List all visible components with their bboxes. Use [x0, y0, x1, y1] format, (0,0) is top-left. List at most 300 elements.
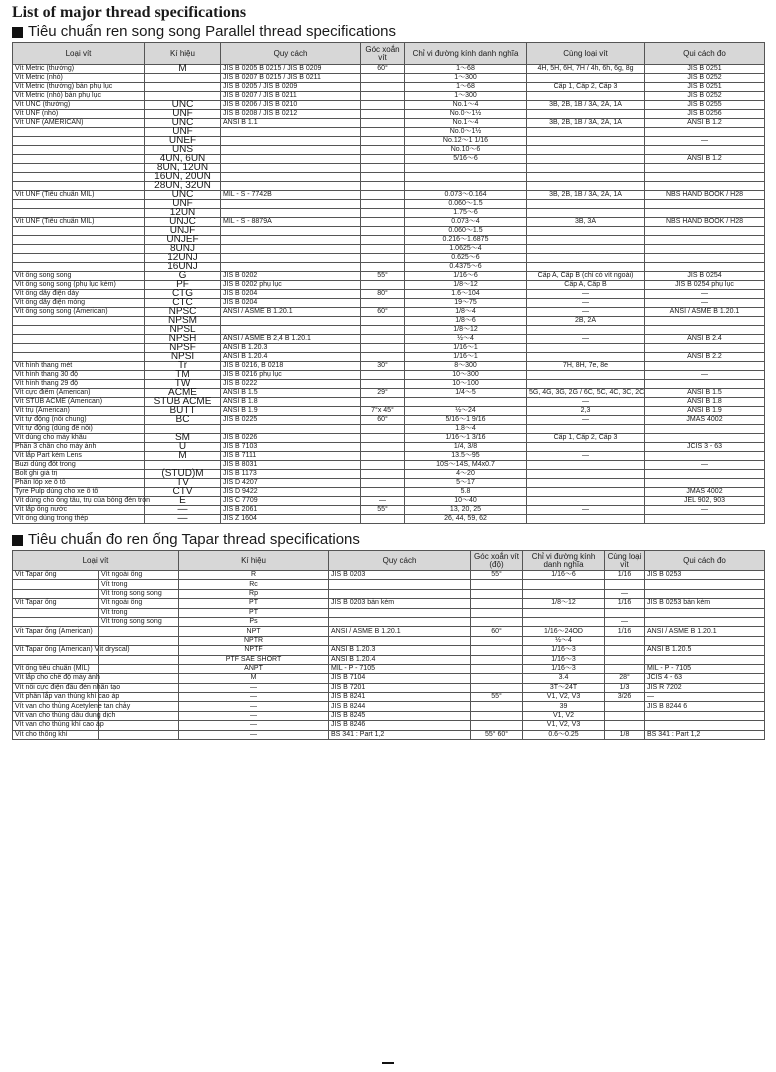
table-row [13, 711, 765, 720]
table-cell [361, 227, 405, 236]
table-cell: BS 341 : Part 1,2 [645, 730, 765, 739]
table-row [13, 443, 765, 452]
table-cell: M [145, 65, 221, 74]
table-cell: Vít trụ (American) [13, 407, 145, 416]
table-cell [361, 488, 405, 497]
table-row [13, 281, 765, 290]
table-cell [527, 245, 645, 254]
table-cell: 3/26 [605, 693, 645, 702]
table-cell: Vít phần lắp van thùng khí cao áp [13, 693, 99, 702]
table-row [13, 497, 765, 506]
table-cell: Vít nối cực điện đầu đèn nhân tạo [13, 683, 99, 692]
table-cell: JIS B 0225 [221, 416, 361, 425]
table-cell: TV [145, 479, 221, 488]
column-header: Kí hiệu [145, 43, 221, 65]
table-cell: G [145, 272, 221, 281]
table-row [13, 299, 765, 308]
table-cell: ANSI B 1.20.4 [329, 655, 471, 664]
table-cell: 10～300 [405, 371, 527, 380]
table-cell [645, 655, 765, 664]
table-row [13, 461, 765, 470]
table-cell: JIS C 7709 [221, 497, 361, 506]
table-cell: 0.073～0.164 [405, 191, 527, 200]
table-cell: 1/16～3 [523, 664, 605, 673]
table-cell: Vít UNF (Tiêu chuẩn MIL) [13, 218, 145, 227]
table-cell: 3T～24T [523, 683, 605, 692]
table-cell: 1/4～5 [405, 389, 527, 398]
table-row [13, 119, 765, 128]
table-cell: 0.060～1.5 [405, 227, 527, 236]
table-cell [13, 137, 145, 146]
table-cell: ANSI / ASME B 1.20.1 [645, 308, 765, 317]
table-cell: 1/16 [605, 599, 645, 608]
table-cell: 1/16～6 [405, 272, 527, 281]
table-cell: NPTF [179, 646, 329, 655]
column-header: Kí hiệu [179, 551, 329, 571]
table-cell [361, 137, 405, 146]
table-cell: No.1～4 [405, 101, 527, 110]
column-header: Loại vít [13, 43, 145, 65]
table-cell [361, 425, 405, 434]
table-cell: V1, V2, V3 [523, 693, 605, 702]
table-cell [221, 209, 361, 218]
table-cell [13, 236, 145, 245]
table-cell: 60° [361, 65, 405, 74]
table-cell: Vít UNF (nhỏ) [13, 110, 145, 119]
table-cell [13, 335, 145, 344]
table-cell: JIS B 0216 phụ lục [221, 371, 361, 380]
table-cell: JIS B 7201 [329, 683, 471, 692]
table-cell [361, 371, 405, 380]
table-row [13, 380, 765, 389]
table-cell: MIL - S - 8879A [221, 218, 361, 227]
table-cell [361, 353, 405, 362]
table-cell: 0.6～0.25 [523, 730, 605, 739]
table-cell [221, 137, 361, 146]
table-cell: 1/8～12 [405, 326, 527, 335]
table-row [13, 702, 765, 711]
table-cell [471, 721, 523, 730]
table-row [13, 416, 765, 425]
table-cell [527, 425, 645, 434]
table-cell: 19～75 [405, 299, 527, 308]
table-cell [361, 443, 405, 452]
table-row [13, 200, 765, 209]
table-cell: Vít UNF (Tiêu chuẩn MIL) [13, 191, 145, 200]
table-cell [361, 245, 405, 254]
table-cell [99, 636, 179, 645]
table-cell: — [361, 497, 405, 506]
table-cell [361, 344, 405, 353]
table-cell [527, 515, 645, 524]
table-cell [645, 317, 765, 326]
table-cell [645, 344, 765, 353]
table-cell: NPTR [179, 636, 329, 645]
page-title: List of major thread specifications [12, 4, 247, 21]
table-cell [329, 608, 471, 617]
table-cell: 10～100 [405, 380, 527, 389]
table-cell [405, 398, 527, 407]
table-cell: Cấp A, Cấp B [527, 281, 645, 290]
table-cell: — [527, 506, 645, 515]
table-row [13, 218, 765, 227]
table-cell: 8～300 [405, 362, 527, 371]
table-row [13, 515, 765, 524]
table-cell: Tyre Pulp dùng cho xe ô tô [13, 488, 145, 497]
table-cell [645, 515, 765, 524]
table-cell [405, 173, 527, 182]
table-cell: Vít trong [99, 580, 179, 589]
table-cell: JIS B 0205 / JIS B 0209 [221, 83, 361, 92]
table-cell: UNC [145, 191, 221, 200]
table-cell [13, 164, 145, 173]
tapar-thread-table [12, 550, 765, 740]
table-cell: Vít cực điểm (American) [13, 389, 145, 398]
table-cell [221, 128, 361, 137]
table-cell [13, 254, 145, 263]
table-cell: — [605, 589, 645, 598]
table-cell [645, 200, 765, 209]
table-row [13, 146, 765, 155]
table-row [13, 425, 765, 434]
table-cell: JIS B 8244 6 [645, 702, 765, 711]
table-cell: JIS B 2061 [221, 506, 361, 515]
table-cell [361, 326, 405, 335]
table-cell: UNF [145, 200, 221, 209]
table-cell [645, 479, 765, 488]
table-cell [13, 128, 145, 137]
table-cell [527, 470, 645, 479]
table-cell: JIS B 0251 [645, 83, 765, 92]
column-header: Qui cách đo [645, 551, 765, 571]
section-bullet-icon [12, 27, 23, 38]
table-cell: No.0～1½ [405, 110, 527, 119]
table-cell: — [179, 711, 329, 720]
table-cell: ANSI B 1.5 [645, 389, 765, 398]
table-cell [645, 128, 765, 137]
table-cell [361, 317, 405, 326]
table-cell [527, 488, 645, 497]
table-cell: 80° [361, 290, 405, 299]
table-cell: JMAS 4002 [645, 488, 765, 497]
table-cell: JCIS 3 - 63 [645, 443, 765, 452]
table-cell: JIS R 7202 [645, 683, 765, 692]
table-cell: Vít ống dây điện dày [13, 290, 145, 299]
table-cell [605, 711, 645, 720]
parallel-section-title [12, 22, 764, 42]
table-cell [329, 617, 471, 626]
table-cell: Vít Metric (thường) bản phụ lục [13, 83, 145, 92]
table-cell [329, 580, 471, 589]
table-row [13, 479, 765, 488]
table-cell: — [645, 693, 765, 702]
table-cell: 1.75～6 [405, 209, 527, 218]
table-cell: — [645, 299, 765, 308]
table-cell: CTG [145, 290, 221, 299]
table-cell: Vít hình thang 29 độ [13, 380, 145, 389]
table-cell [221, 227, 361, 236]
table-cell [645, 182, 765, 191]
table-cell: 28° [605, 674, 645, 683]
table-cell: JIS B 0207 / JIS B 0211 [221, 92, 361, 101]
table-cell: — [605, 617, 645, 626]
table-cell: Vít dùng cho ống tầu, trụ của bóng đèn tròn [13, 497, 145, 506]
table-cell: 1/16～3 [523, 655, 605, 664]
table-cell: JIS B 0203 bản kèm [329, 599, 471, 608]
parallel-thread-table [12, 42, 765, 524]
tapar-section-title [12, 530, 764, 550]
document-page [12, 4, 764, 740]
table-row [13, 627, 765, 636]
table-row [13, 101, 765, 110]
table-cell: JMAS 4002 [645, 416, 765, 425]
table-cell [645, 589, 765, 598]
table-cell [471, 655, 523, 664]
table-cell: Vít Tapar ống [13, 599, 99, 608]
table-cell: JIS B 0206 / JIS B 0210 [221, 101, 361, 110]
table-cell: Vít van cho thùng Acetylene tan chảy [13, 702, 99, 711]
table-row [13, 683, 765, 692]
table-cell: Phần 3 chân cho máy ảnh [13, 443, 145, 452]
table-cell: JIS B 0252 [645, 74, 765, 83]
table-cell: CTV [145, 488, 221, 497]
table-cell: U [145, 443, 221, 452]
table-cell [605, 646, 645, 655]
table-cell: 3.4 [523, 674, 605, 683]
table-cell [13, 173, 145, 182]
table-cell [221, 326, 361, 335]
table-cell: MIL - P - 7105 [329, 664, 471, 673]
table-cell [361, 263, 405, 272]
table-row [13, 173, 765, 182]
table-cell [605, 636, 645, 645]
table-cell: — [645, 506, 765, 515]
table-cell: 0.625～6 [405, 254, 527, 263]
table-cell [329, 636, 471, 645]
table-cell: — [527, 416, 645, 425]
table-cell: No.10～6 [405, 146, 527, 155]
table-cell [221, 155, 361, 164]
column-header: Cùng loại vít [527, 43, 645, 65]
tapar-table-body [13, 571, 765, 740]
table-row [13, 272, 765, 281]
table-cell: ANSI B 2.4 [645, 335, 765, 344]
table-cell: Vít lắp Part kèm Lens [13, 452, 145, 461]
table-cell: JIS B 0216, B 0218 [221, 362, 361, 371]
table-cell [361, 110, 405, 119]
column-header: Góc xoắn vít (độ) [471, 551, 523, 571]
table-cell: 1/8～12 [523, 599, 605, 608]
table-cell: ANSI B 1.2 [645, 119, 765, 128]
table-cell: Cấp 1, Cấp 2, Cấp 3 [527, 434, 645, 443]
table-cell: Vít Metric (nhỏ) [13, 74, 145, 83]
table-cell: UNJEF [145, 236, 221, 245]
table-cell: Vít ống song song [13, 272, 145, 281]
table-cell [645, 164, 765, 173]
table-cell: ANSI B 1.9 [645, 407, 765, 416]
table-row [13, 608, 765, 617]
table-cell [13, 608, 99, 617]
table-cell [471, 636, 523, 645]
table-cell [605, 721, 645, 730]
table-cell: UNJF [145, 227, 221, 236]
table-cell: — [527, 299, 645, 308]
table-cell: NPSI [145, 353, 221, 362]
parallel-header-row [13, 43, 765, 65]
table-cell: 13, 20, 25 [405, 506, 527, 515]
table-cell [405, 182, 527, 191]
table-cell: 5～17 [405, 479, 527, 488]
table-cell: JCIS 4 - 63 [645, 674, 765, 683]
table-row [13, 730, 765, 739]
table-cell: 60° [361, 308, 405, 317]
table-cell [361, 128, 405, 137]
table-cell: 1～68 [405, 83, 527, 92]
table-cell [471, 617, 523, 626]
table-row [13, 506, 765, 515]
table-cell: 1/16～1 [405, 344, 527, 353]
table-cell: — [179, 721, 329, 730]
table-cell: JIS B 0253 [645, 571, 765, 580]
table-cell: JEL 902, 903 [645, 497, 765, 506]
table-cell: Tr [145, 362, 221, 371]
table-cell [361, 209, 405, 218]
column-header: Chỉ vi đường kính danh nghĩa [405, 43, 527, 65]
table-cell [13, 317, 145, 326]
table-cell: 55° 60° [471, 730, 523, 739]
table-cell [527, 263, 645, 272]
table-cell: — [145, 506, 221, 515]
table-cell: JIS B 0254 phụ lục [645, 281, 765, 290]
table-cell: 12UN [145, 209, 221, 218]
table-cell: 1/16～1 [405, 353, 527, 362]
table-cell [527, 146, 645, 155]
table-cell: UNC [145, 101, 221, 110]
table-cell: M [179, 674, 329, 683]
table-cell: M [145, 452, 221, 461]
table-cell: 10～40 [405, 497, 527, 506]
table-cell: JIS B 8245 [329, 711, 471, 720]
table-cell [645, 254, 765, 263]
table-cell [527, 155, 645, 164]
table-cell [221, 182, 361, 191]
table-cell [13, 617, 99, 626]
table-row [13, 452, 765, 461]
table-cell: 2B, 2A [527, 317, 645, 326]
table-cell [13, 263, 145, 272]
table-cell: — [527, 398, 645, 407]
table-row [13, 646, 765, 655]
table-cell [361, 83, 405, 92]
table-cell: Vít trong [99, 608, 179, 617]
table-cell: ANSI B 1.20.4 [221, 353, 361, 362]
table-cell [221, 200, 361, 209]
table-cell: ANSI / ASME B 1.20.1 [645, 627, 765, 636]
table-cell: (STUD)M [145, 470, 221, 479]
table-cell: JIS B 0203 [329, 571, 471, 580]
table-row [13, 191, 765, 200]
table-row [13, 362, 765, 371]
table-cell: 1/3 [605, 683, 645, 692]
table-cell: 5/16～6 [405, 155, 527, 164]
table-cell [645, 617, 765, 626]
table-cell: R [179, 571, 329, 580]
table-cell [645, 362, 765, 371]
table-cell: 39 [523, 702, 605, 711]
table-row [13, 308, 765, 317]
table-cell [645, 326, 765, 335]
table-cell [527, 209, 645, 218]
table-row [13, 209, 765, 218]
table-cell: 1/8～12 [405, 281, 527, 290]
table-cell [527, 353, 645, 362]
table-cell [221, 317, 361, 326]
table-cell: JIS B 7103 [221, 443, 361, 452]
table-cell: Cấp A, Cấp B (chỉ có vít ngoài) [527, 272, 645, 281]
table-cell: JIS B 0204 [221, 290, 361, 299]
table-cell [527, 479, 645, 488]
table-cell [361, 74, 405, 83]
table-cell [361, 182, 405, 191]
table-cell [361, 380, 405, 389]
table-cell [99, 674, 179, 683]
table-cell: ANSI / ASME B 1.20.1 [221, 308, 361, 317]
table-cell [645, 608, 765, 617]
table-cell [605, 664, 645, 673]
table-cell [361, 281, 405, 290]
table-cell: 1/8～4 [405, 308, 527, 317]
table-cell: 16UN, 20UN [145, 173, 221, 182]
table-cell [527, 236, 645, 245]
table-cell: — [179, 683, 329, 692]
table-cell [523, 608, 605, 617]
table-cell [221, 263, 361, 272]
table-cell: V1, V2 [523, 711, 605, 720]
table-cell: JIS B 7111 [221, 452, 361, 461]
table-cell: JIS B 0252 [645, 92, 765, 101]
table-cell: Vít lắp ống nước [13, 506, 145, 515]
table-cell: — [179, 702, 329, 711]
table-cell: 1/16 [605, 627, 645, 636]
table-cell [361, 146, 405, 155]
table-row [13, 693, 765, 702]
table-row [13, 398, 765, 407]
table-row [13, 335, 765, 344]
table-cell [99, 730, 179, 739]
table-cell [645, 236, 765, 245]
table-cell: JIS B 8244 [329, 702, 471, 711]
table-cell [361, 101, 405, 110]
table-cell: JIS B 0226 [221, 434, 361, 443]
table-cell: — [527, 452, 645, 461]
table-cell: ANSI B 1.2 [645, 155, 765, 164]
table-cell: 55° [361, 506, 405, 515]
table-cell: JIS B 1173 [221, 470, 361, 479]
table-cell: JIS B 0253 bản kèm [645, 599, 765, 608]
column-header: Quy cách [329, 551, 471, 571]
table-cell: ANSI / ASME B 2,4 B 1.20.1 [221, 335, 361, 344]
table-cell [99, 655, 179, 664]
table-cell [99, 664, 179, 673]
table-row [13, 137, 765, 146]
table-cell: JIS Z 1604 [221, 515, 361, 524]
table-cell [605, 702, 645, 711]
table-cell: Vít UNF (AMERICAN) [13, 119, 145, 128]
table-cell: JIS B 0204 [221, 299, 361, 308]
table-cell: — [645, 461, 765, 470]
table-cell [645, 263, 765, 272]
table-cell: — [645, 290, 765, 299]
